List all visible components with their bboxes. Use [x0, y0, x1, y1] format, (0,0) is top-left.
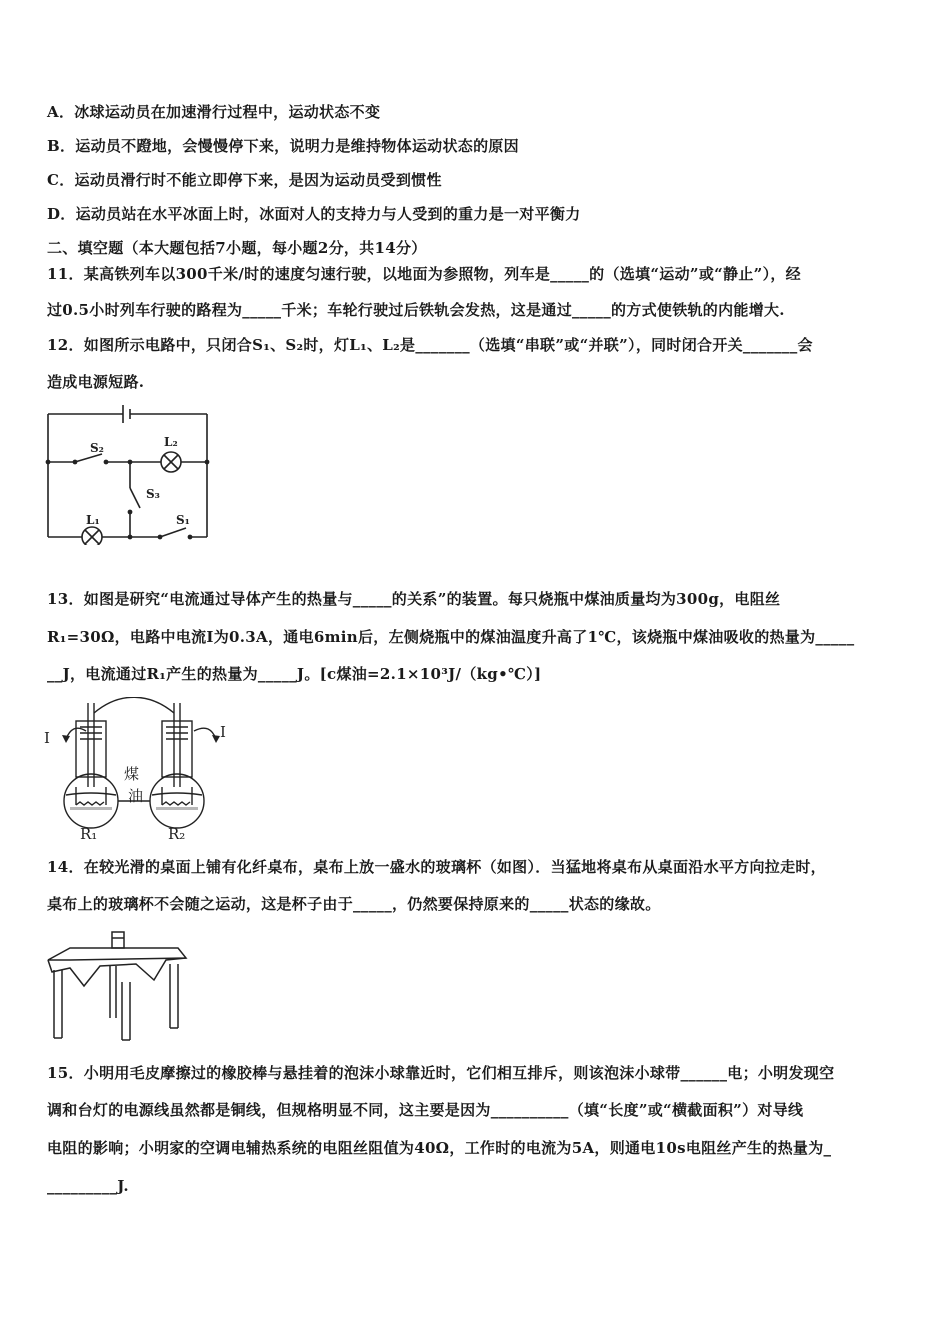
q11-line2: 过0.5小时列车行驶的路程为_____千米；车轮行驶过后铁轨会发热，这是通过_____的方式使铁轨的内能增大.	[47, 301, 785, 319]
q13-line1: 13．如图是研究“电流通过导体产生的热量与_____的关系”的装置。每只烧瓶中煤油质量均为300g，电阻丝	[47, 590, 781, 608]
option-a: A．冰球运动员在加速滑行过程中，运动状态不变	[47, 103, 381, 121]
option-c: C．运动员滑行时不能立即停下来，是因为运动员受到惯性	[47, 171, 442, 189]
label-l1: L₁	[86, 513, 100, 527]
q14-line2: 桌布上的玻璃杯不会随之运动，这是杯子由于_____，仍然要保持原来的_____状态的缘故。	[47, 895, 661, 913]
q15-line3: 电阻的影响；小明家的空调电辅热系统的电阻丝阻值为40Ω，工作时的电流为5A，则通电10s电阻丝产生的热量为_	[47, 1139, 832, 1157]
option-b: B．运动员不蹬地，会慢慢停下来，说明力是维持物体运动状态的原因	[47, 137, 519, 155]
q13-line3: __J，电流通过R₁产生的热量为_____J。[c煤油=2.1×10³J/（kg•℃）]	[47, 665, 542, 683]
q12-line1: 12．如图所示电路中，只闭合S₁、S₂时，灯L₁、L₂是_______（选填“串联”或“并联”），同时闭合开关_______会	[47, 336, 813, 354]
q15-line1: 15．小明用毛皮摩擦过的橡胶棒与悬挂着的泡沫小球靠近时，它们相互排斥，则该泡沫小球带______电；小明发现空	[47, 1064, 835, 1082]
q11-line1: 11．某高铁列车以300千米/时的速度匀速行驶，以地面为参照物，列车是_____的（选填“运动”或“静止”），经	[47, 265, 801, 283]
q13-line2: R₁=30Ω，电路中电流I为0.3A，通电6min后，左侧烧瓶中的煤油温度升高了1℃，该烧瓶中煤油吸收的热量为_____	[47, 628, 855, 646]
q13-flask-figure	[40, 697, 240, 842]
label-s2: S₂	[90, 441, 104, 455]
label-oil-2: 油	[128, 787, 144, 805]
label-s1: S₁	[176, 513, 190, 527]
q15-line4: _________J.	[47, 1177, 129, 1195]
label-r1: R₁	[80, 825, 98, 842]
label-oil-1: 煤	[124, 765, 140, 783]
label-l2: L₂	[164, 435, 178, 449]
q12-circuit-figure	[40, 400, 220, 545]
q14-table-figure	[40, 928, 190, 1046]
label-r2: R₂	[168, 825, 186, 842]
q15-line2: 调和台灯的电源线虽然都是铜线，但规格明显不同，这主要是因为__________（填“长度”或“横截面积”）对导线	[47, 1101, 804, 1119]
option-d: D．运动员站在水平冰面上时，冰面对人的支持力与人受到的重力是一对平衡力	[47, 205, 581, 223]
label-s3: S₃	[146, 487, 160, 501]
section-title: 二、填空题（本大题包括7小题，每小题2分，共14分）	[47, 239, 427, 257]
q12-line2: 造成电源短路.	[47, 373, 145, 391]
label-current-left: I	[44, 729, 50, 747]
q14-line1: 14．在较光滑的桌面上铺有化纤桌布，桌布上放一盛水的玻璃杯（如图）．当猛地将桌布从桌面沿水平方向拉走时，	[47, 858, 826, 876]
label-current-right: I	[220, 723, 226, 741]
